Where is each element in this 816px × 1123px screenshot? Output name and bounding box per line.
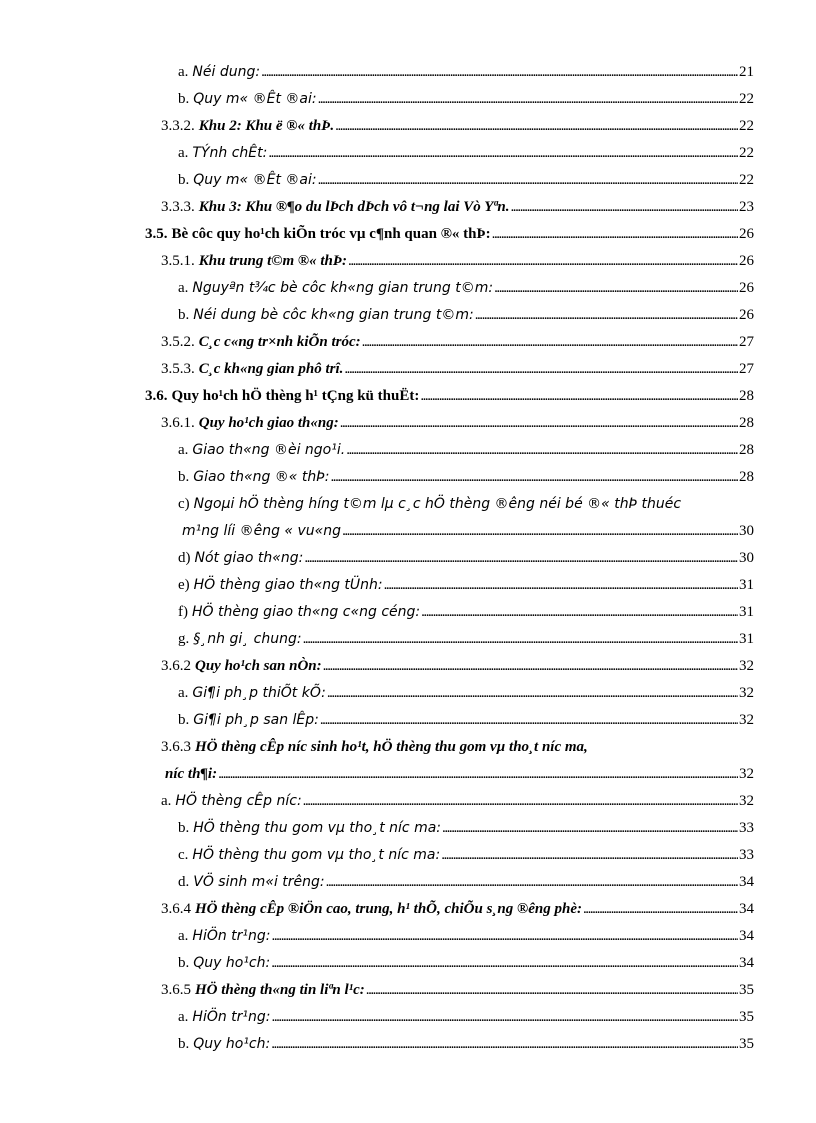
entry-title: HÖ thèng thu gom vµ tho¸t níc ma: — [192, 847, 441, 863]
toc-entry — [178, 843, 754, 867]
dot-leader — [268, 141, 738, 165]
entry-title: Khu trung t©m ®« thÞ: — [198, 253, 348, 269]
toc-entry — [178, 681, 754, 705]
toc-entry — [161, 978, 754, 1002]
dot-leader — [384, 573, 738, 597]
entry-number: b. — [178, 955, 190, 971]
dot-leader — [362, 330, 738, 354]
entry-number: 3.3.3. — [161, 199, 195, 215]
entry-number: c. — [178, 847, 189, 863]
entry-page: 28 — [739, 442, 754, 458]
toc-entry — [161, 897, 754, 921]
entry-number: 3.6.5 — [161, 982, 191, 998]
dot-leader — [272, 1005, 738, 1029]
entry-number: 3.6.1. — [161, 415, 195, 431]
dot-leader — [475, 303, 738, 327]
toc-entry — [161, 114, 754, 138]
dot-leader — [303, 789, 738, 813]
toc-entry — [161, 195, 754, 219]
toc-entry — [178, 168, 754, 192]
entry-number: b. — [178, 91, 190, 107]
entry-title: HÖ thèng thu gom vµ tho¸t níc ma: — [193, 820, 442, 836]
entry-page: 30 — [739, 523, 754, 539]
entry-page: 33 — [739, 820, 754, 836]
entry-title: HÖ thèng th«ng tin liªn l¹c: — [195, 982, 365, 998]
dot-leader — [342, 519, 738, 543]
toc-entry — [178, 924, 754, 948]
entry-page: 27 — [739, 334, 754, 350]
dot-leader — [303, 627, 738, 651]
entry-title: HÖ thèng cÊp ®iÖn cao, trung, h¹ thÕ, chiÕu s¸ng ®êng phè: — [195, 901, 582, 917]
toc-entry — [178, 546, 754, 570]
dot-leader — [492, 222, 738, 246]
entry-page: 22 — [739, 172, 754, 188]
dot-leader — [327, 681, 738, 705]
toc-entry — [178, 438, 754, 462]
dot-leader — [441, 843, 738, 867]
entry-title: HÖ thèng cÊp níc sinh ho¹t, hÖ thèng thu gom vµ tho¸t níc ma, — [195, 739, 588, 755]
entry-title: Giao th«ng ®èi ngo¹i. — [192, 442, 346, 458]
entry-number: d) — [178, 550, 191, 566]
dot-leader — [304, 546, 738, 570]
entry-title: Quy m« ®Êt ®ai: — [193, 91, 317, 107]
entry-title: §¸nh gi¸ chung: — [193, 631, 302, 647]
entry-number: 3.6. — [145, 388, 168, 404]
entry-page: 23 — [739, 199, 754, 215]
entry-page: 32 — [739, 766, 754, 782]
entry-number: b. — [178, 307, 190, 323]
dot-leader — [511, 195, 739, 219]
entry-page: 35 — [739, 1036, 754, 1052]
dot-leader — [348, 249, 738, 273]
entry-number: a. — [178, 64, 189, 80]
toc-entry — [178, 1005, 754, 1029]
toc-entry — [161, 249, 754, 273]
entry-page: 21 — [739, 64, 754, 80]
entry-title: HÖ thèng cÊp níc: — [175, 793, 302, 809]
toc-entry — [178, 303, 754, 327]
entry-number: b. — [178, 712, 190, 728]
toc-entry — [178, 492, 754, 516]
toc-entry — [178, 816, 754, 840]
toc-entry — [161, 789, 754, 813]
entry-page: 26 — [739, 253, 754, 269]
entry-number: a. — [178, 685, 189, 701]
entry-page: 32 — [739, 712, 754, 728]
entry-title: TÝnh chÊt: — [192, 145, 268, 161]
toc-entry — [178, 708, 754, 732]
entry-page: 35 — [739, 982, 754, 998]
entry-number: 3.5.3. — [161, 361, 195, 377]
entry-number: b. — [178, 469, 190, 485]
entry-number: a. — [178, 280, 189, 296]
entry-number: g. — [178, 631, 190, 647]
entry-number: b. — [178, 1036, 190, 1052]
dot-leader — [271, 951, 738, 975]
toc-entry — [161, 735, 754, 759]
entry-number: a. — [178, 442, 189, 458]
entry-page: 34 — [739, 928, 754, 944]
entry-title: Quy ho¹ch giao th«ng: — [198, 415, 339, 431]
entry-title: HiÖn tr¹ng: — [192, 1009, 271, 1025]
toc-entry — [178, 519, 754, 543]
toc-entry — [178, 870, 754, 894]
entry-number: e) — [178, 577, 190, 593]
toc-entry — [161, 411, 754, 435]
entry-title: VÖ sinh m«i trêng: — [193, 874, 325, 890]
entry-number: c) — [178, 496, 190, 512]
dot-leader — [261, 60, 738, 84]
entry-page: 31 — [739, 631, 754, 647]
entry-title: Khu 3: Khu ®¶o du lÞch dÞch vô t¬ng lai Vò Yªn. — [198, 199, 510, 215]
entry-number: f) — [178, 604, 188, 620]
dot-leader — [320, 708, 738, 732]
entry-title: Giao th«ng ®« thÞ: — [193, 469, 330, 485]
entry-number: d. — [178, 874, 190, 890]
entry-title: Nót giao th«ng: — [194, 550, 304, 566]
dot-leader — [421, 600, 738, 624]
entry-title: Khu 2: Khu ë ®« thÞ. — [198, 118, 335, 134]
entry-title: HÖ thèng giao th«ng tÜnh: — [193, 577, 383, 593]
entry-page: 31 — [739, 604, 754, 620]
entry-title: níc th¶i: — [165, 766, 218, 782]
dot-leader — [318, 168, 738, 192]
dot-leader — [330, 465, 738, 489]
entry-number: 3.6.3 — [161, 739, 191, 755]
dot-leader — [583, 897, 738, 921]
dot-leader — [420, 384, 738, 408]
dot-leader — [271, 1032, 738, 1056]
dot-leader — [318, 87, 738, 111]
entry-number: 3.6.4 — [161, 901, 191, 917]
entry-title: Néi dung: — [192, 64, 261, 80]
toc-entry — [145, 384, 754, 408]
entry-number: 3.3.2. — [161, 118, 195, 134]
entry-number: 3.6.2 — [161, 658, 191, 674]
entry-title: Ngoµi hÖ thèng híng t©m lµ c¸c hÖ thèng ®êng néi bé ®« thÞ thuéc — [193, 496, 682, 512]
entry-page: 33 — [739, 847, 754, 863]
entry-page: 28 — [739, 469, 754, 485]
entry-title: m¹ng líi ®êng « vu«ng — [182, 523, 342, 539]
entry-title: Gi¶i ph¸p san lÊp: — [193, 712, 319, 728]
toc-entry — [178, 951, 754, 975]
entry-title: Bè côc quy ho¹ch kiÕn tróc vµ c¶nh quan ®« thÞ: — [171, 226, 491, 242]
entry-title: Quy ho¹ch: — [193, 1036, 271, 1052]
entry-page: 35 — [739, 1009, 754, 1025]
dot-leader — [218, 762, 738, 786]
entry-page: 27 — [739, 361, 754, 377]
toc-entry — [178, 627, 754, 651]
entry-title: Gi¶i ph¸p thiÕt kÕ: — [192, 685, 326, 701]
entry-number: b. — [178, 172, 190, 188]
toc-entry — [178, 276, 754, 300]
entry-page: 34 — [739, 955, 754, 971]
entry-page: 34 — [739, 901, 754, 917]
entry-page: 22 — [739, 91, 754, 107]
toc-entry — [178, 573, 754, 597]
entry-number: a. — [178, 145, 189, 161]
entry-title: C¸c kh«ng gian phô trî. — [198, 361, 344, 377]
entry-page: 28 — [739, 388, 754, 404]
entry-number: 3.5.1. — [161, 253, 195, 269]
entry-page: 22 — [739, 145, 754, 161]
toc-entry — [161, 330, 754, 354]
entry-title: Quy ho¹ch san nÒn: — [195, 658, 322, 674]
dot-leader — [326, 870, 738, 894]
toc-entry — [161, 654, 754, 678]
entry-number: b. — [178, 820, 190, 836]
entry-page: 32 — [739, 793, 754, 809]
entry-number: 3.5. — [145, 226, 168, 242]
entry-title: Quy ho¹ch hÖ thèng h¹ tÇng kü thuËt: — [171, 388, 420, 404]
entry-number: a. — [178, 928, 189, 944]
entry-page: 26 — [739, 307, 754, 323]
toc-entry — [178, 465, 754, 489]
entry-title: Néi dung bè côc kh«ng gian trung t©m: — [193, 307, 474, 323]
dot-leader — [366, 978, 738, 1002]
entry-title: HiÖn tr¹ng: — [192, 928, 271, 944]
dot-leader — [494, 276, 738, 300]
toc-entry — [178, 87, 754, 111]
entry-page: 30 — [739, 550, 754, 566]
entry-page: 32 — [739, 658, 754, 674]
entry-page: 26 — [739, 226, 754, 242]
entry-title: Quy m« ®Êt ®ai: — [193, 172, 317, 188]
toc-entry — [161, 357, 754, 381]
dot-leader — [344, 357, 738, 381]
entry-page: 31 — [739, 577, 754, 593]
toc-entry — [161, 762, 754, 786]
dot-leader — [346, 438, 738, 462]
dot-leader — [340, 411, 738, 435]
entry-number: a. — [161, 793, 172, 809]
dot-leader — [323, 654, 738, 678]
entry-page: 28 — [739, 415, 754, 431]
toc-entry — [178, 60, 754, 84]
toc-entry — [178, 600, 754, 624]
toc-entry — [178, 141, 754, 165]
entry-page: 32 — [739, 685, 754, 701]
entry-number: a. — [178, 1009, 189, 1025]
entry-page: 26 — [739, 280, 754, 296]
toc-entry — [145, 222, 754, 246]
dot-leader — [335, 114, 738, 138]
dot-leader — [442, 816, 738, 840]
entry-title: Quy ho¹ch: — [193, 955, 271, 971]
entry-title: HÖ thèng giao th«ng c«ng céng: — [192, 604, 421, 620]
entry-number: 3.5.2. — [161, 334, 195, 350]
dot-leader — [272, 924, 738, 948]
entry-page: 34 — [739, 874, 754, 890]
toc-entry — [178, 1032, 754, 1056]
entry-page: 22 — [739, 118, 754, 134]
entry-title: Nguyªn t¾c bè côc kh«ng gian trung t©m: — [192, 280, 494, 296]
entry-title: C¸c c«ng tr×nh kiÕn tróc: — [198, 334, 361, 350]
